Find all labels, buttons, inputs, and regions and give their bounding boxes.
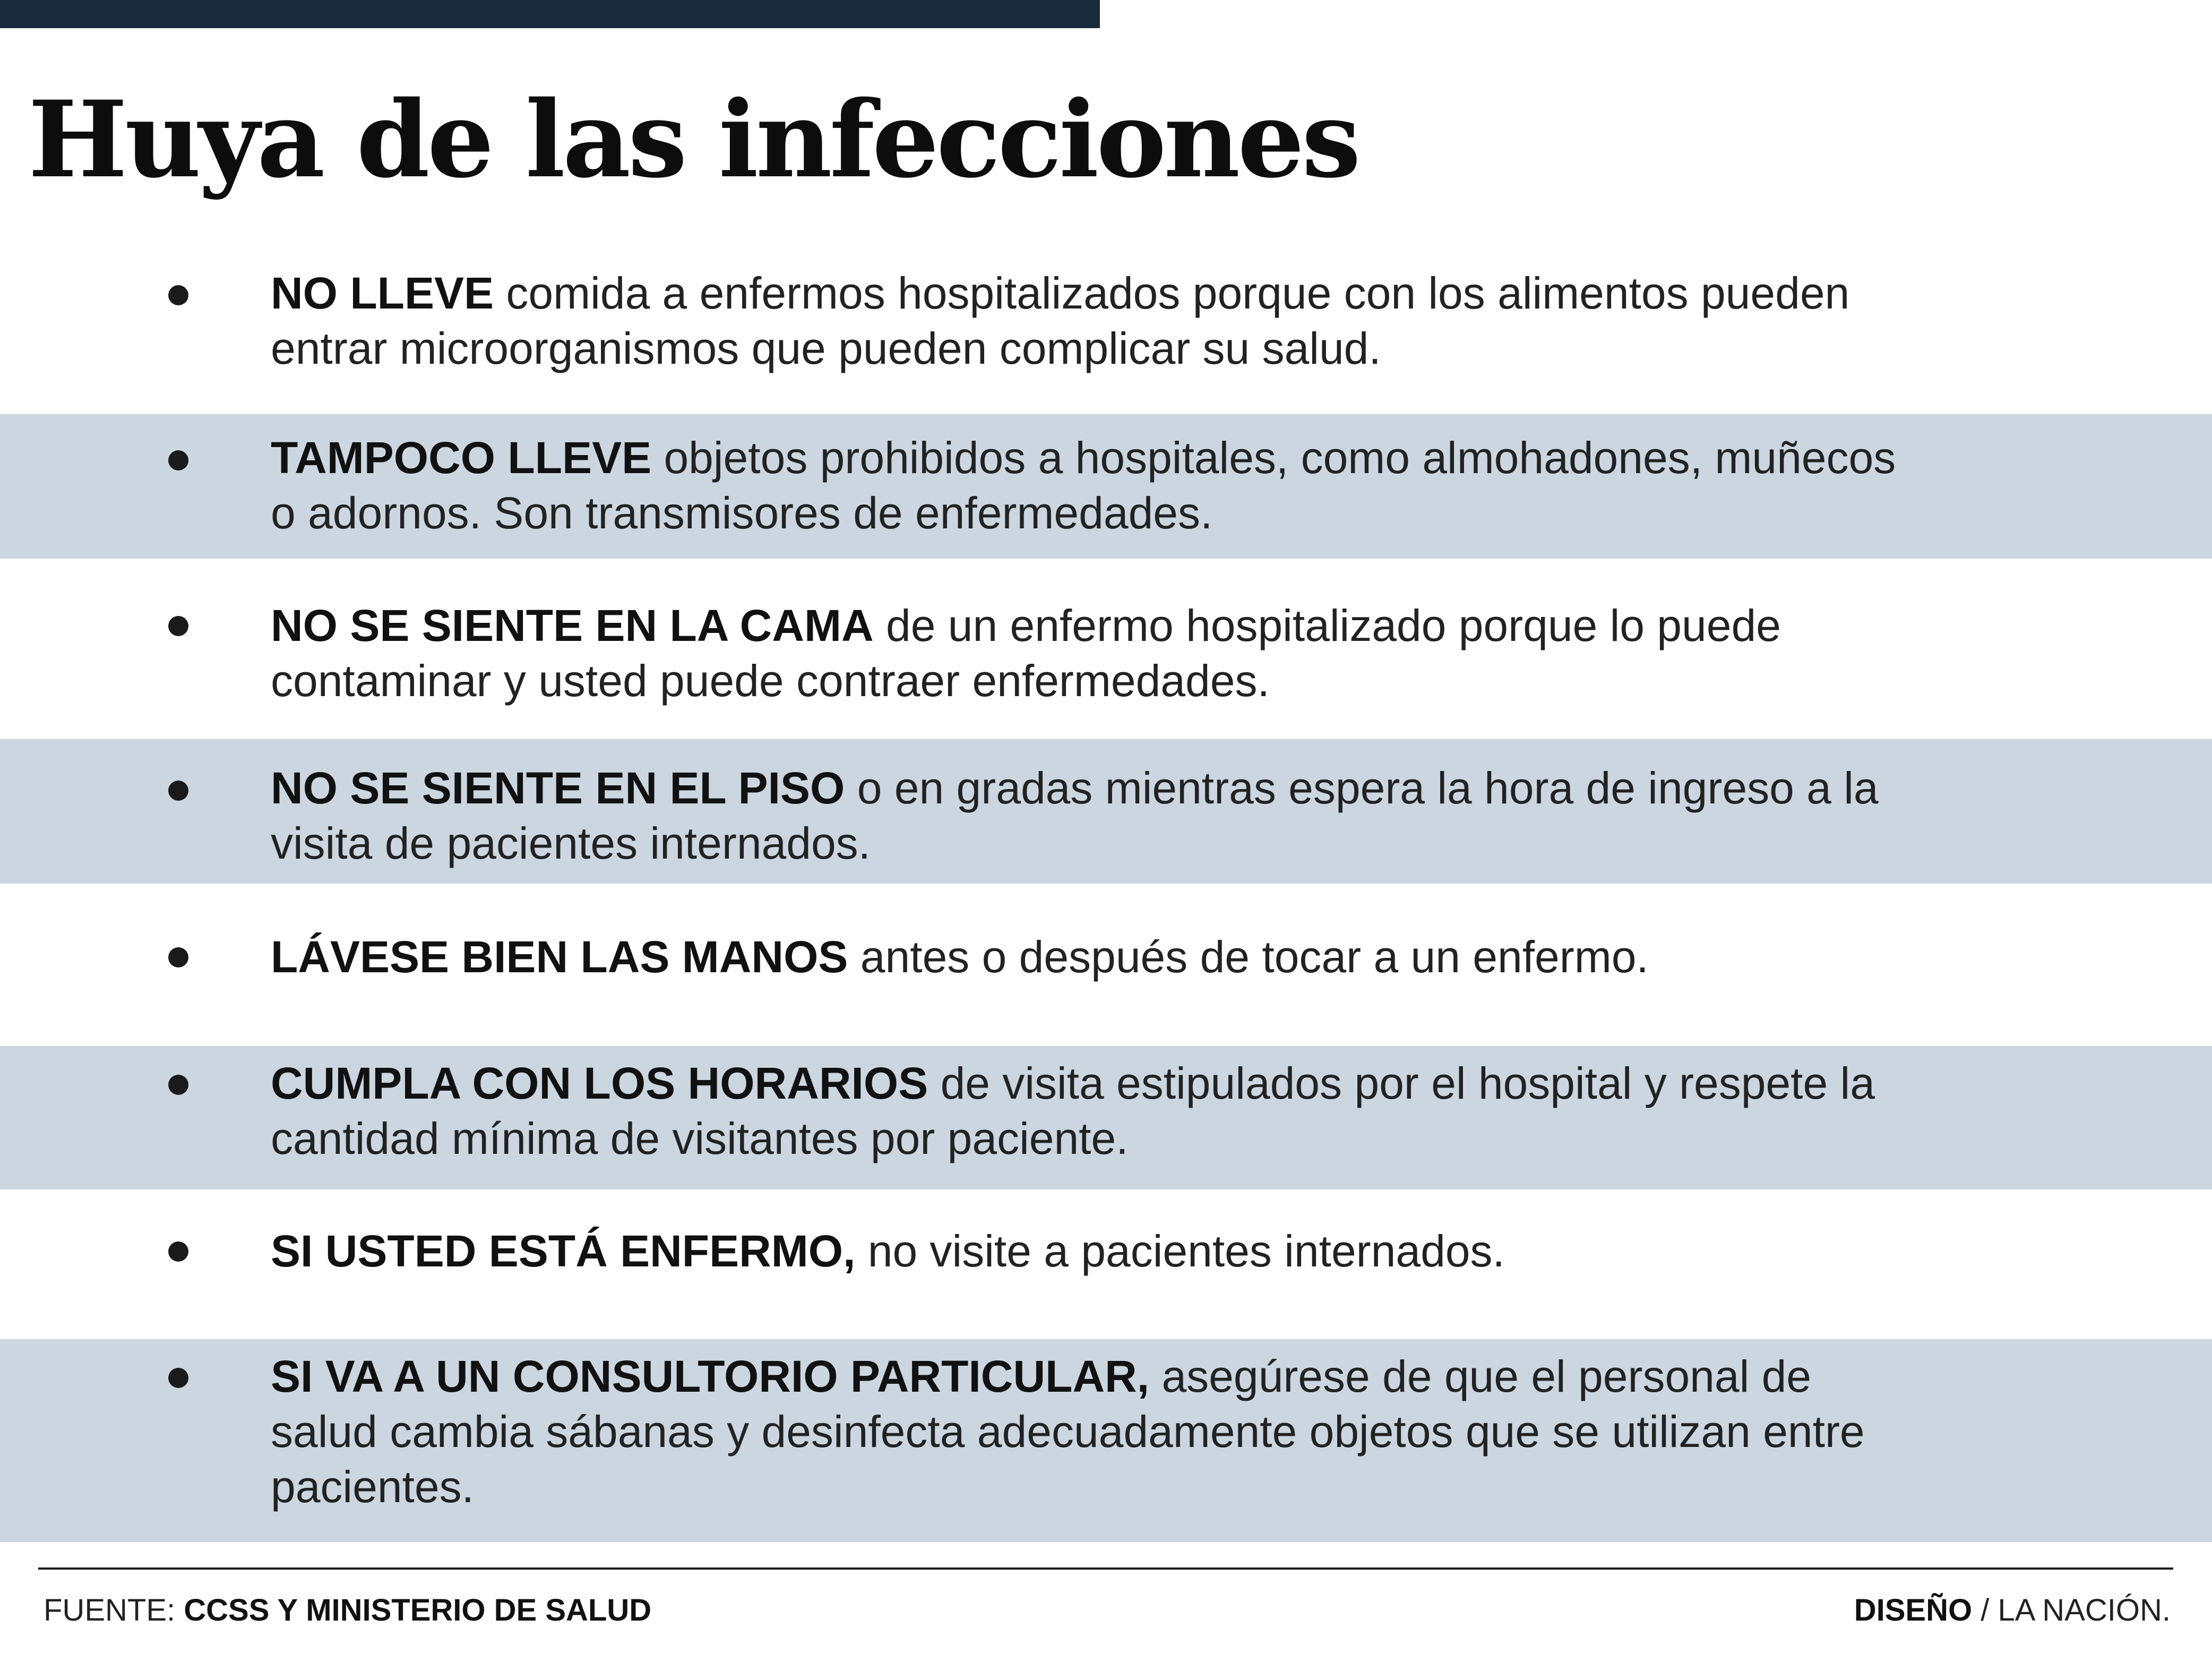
list-item-lead: CUMPLA CON LOS HORARIOS [271,1058,928,1108]
list-item-text: TAMPOCO LLEVE objetos prohibidos a hospitales, como almohadones, muñecos o adornos. Son transmisores de enfermedades. [271,433,1896,538]
bullet-icon [168,781,188,801]
list-item [0,739,2212,884]
source-value: CCSS Y MINISTERIO DE SALUD [184,1593,652,1627]
footer-credit [1854,1587,2171,1634]
footer-source [44,1587,651,1634]
bullet-icon [168,947,188,967]
list-item-lead: SI VA A UN CONSULTORIO PARTICULAR, [271,1351,1150,1401]
list-item-text: NO LLEVE comida a enfermos hospitalizados porque con los alimentos pueden entrar microorganismos que pueden complicar su salud. [271,268,1850,373]
list-item-lead: NO LLEVE [271,268,494,318]
bullet-icon [168,1368,188,1388]
bullet-icon [168,1241,188,1262]
list-item-text: SI USTED ESTÁ ENFERMO, no visite a pacientes internados. [271,1226,1505,1276]
list-item [0,884,2212,1046]
top-accent-bar [0,0,1100,28]
list-item [0,559,2212,739]
list-item [0,1189,2212,1339]
design-value: / LA NACIÓN. [1972,1593,2171,1627]
bullet-icon [168,450,188,470]
list-item [0,1339,2212,1542]
list-item-lead: SI USTED ESTÁ ENFERMO, [271,1226,856,1276]
design-label: DISEÑO [1854,1593,1973,1627]
list-item-text: NO SE SIENTE EN LA CAMA de un enfermo hospitalizado porque lo puede contaminar y usted puede contraer enfermedades. [271,601,1781,706]
list-item-text: NO SE SIENTE EN EL PISO o en gradas mientras espera la hora de ingreso a la visita de pacientes internados. [271,763,1879,868]
source-label: FUENTE: [44,1593,184,1627]
bullet-icon [168,1075,188,1095]
list-item [0,250,2212,414]
list-item-lead: TAMPOCO LLEVE [271,433,652,483]
list-item-text: CUMPLA CON LOS HORARIOS de visita estipulados por el hospital y respete la cantidad mínima de visitantes por paciente. [271,1058,1875,1163]
list-item-text: LÁVESE BIEN LAS MANOS antes o después de tocar a un enfermo. [271,932,1649,982]
list-item [0,414,2212,559]
list-item-lead: NO SE SIENTE EN EL PISO [271,763,845,813]
list-item-lead: LÁVESE BIEN LAS MANOS [271,932,848,982]
list-item-text: SI VA A UN CONSULTORIO PARTICULAR, asegúrese de que el personal de salud cambia sábanas y desinfecta adecuadamente objetos que se utilizan entre pacientes. [271,1351,1865,1512]
list-item [0,1046,2212,1189]
page-title: Huya de las infecciones [28,78,1358,201]
bullet-icon [168,285,188,305]
footer-divider [38,1567,2173,1570]
bullet-icon [168,616,188,636]
list-item-lead: NO SE SIENTE EN LA CAMA [271,601,874,650]
